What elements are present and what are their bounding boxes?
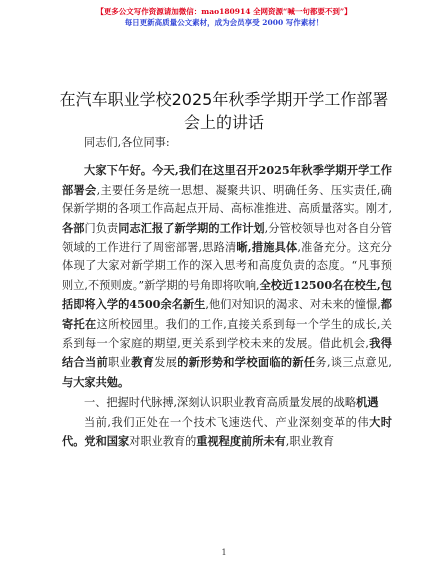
salutation: 同志们,各位同事: — [84, 136, 170, 149]
text-run: 职业 — [108, 356, 132, 370]
text-run: 的新形势和学校面临的新任 — [177, 355, 316, 370]
section-heading-1-text: 一、把握时代脉搏,深刻认识职业教育高质量发展的战略 — [84, 396, 357, 410]
page-number: 1 — [221, 548, 227, 557]
text-run: 门负责 — [84, 221, 119, 235]
text-run: 对职业教育的 — [129, 435, 197, 449]
text-run: 务,谈三点意见, — [315, 356, 392, 370]
text-run: 与大家共勉。 — [62, 374, 130, 389]
text-run: ,准备充分。这充分体现了大家对新学期工作的深入思考和高度负责的态度。“凡事预则立,不预则废。”新学期的号角即将吹响, — [62, 241, 392, 292]
text-run: 同志汇报了新学期的工作计划 — [118, 220, 265, 235]
text-run: 重视程度前所未有 — [196, 434, 286, 449]
text-run: ,他们对知识的渴求、对未来的憧憬, — [205, 298, 381, 312]
promo-banner-line1: 【更多公文写作资源请加微信：mao180914 全网资源“喊一句都要不到”】 — [96, 7, 352, 16]
text-run: 各部 — [62, 220, 85, 235]
section-heading-1-tail: 机遇 — [356, 395, 379, 410]
paragraph-section-1 — [62, 413, 392, 452]
text-run: 都寄托在 — [62, 297, 392, 331]
text-run: 大家下午好。今天,我们在这里召开2025年秋季学期开学工作部署会 — [62, 163, 392, 197]
text-run: ,分管校领导也对各自分管领域的工作进行了周密部署,思路清 — [62, 221, 392, 255]
text-run: ,职业教育 — [285, 435, 335, 449]
text-run: ,主要任务是统一思想、凝聚共识、明确任务、压实责任,确保新学期的各项工作高起点开局、高标准推进、高质量落实。刚才, — [62, 183, 392, 216]
text-run: 教育 — [131, 355, 155, 370]
text-run: 我得结合当前 — [62, 336, 392, 370]
text-run: 当前,我们正处在一个技术飞速迭代、产业深刻变革的伟 — [84, 415, 370, 429]
text-run: 这所校园里。我们的工作,直接关系到每一个学生的成长,关系到每一个家庭的期望,更关系到学校未来的发展。借此机会, — [62, 317, 392, 351]
text-run: 晰,措施具体 — [236, 240, 298, 255]
paragraph-opening — [62, 161, 392, 392]
section-heading-1 — [62, 393, 392, 412]
text-run: 发展 — [154, 356, 178, 370]
document-title: 在汽车职业学校2025年秋季学期开学工作部署会上的讲话 — [59, 90, 389, 132]
text-run: 全校近12500名在校生,包括即将入学的4500余名新生 — [62, 277, 392, 312]
text-run: 大时代。党和国家 — [62, 414, 392, 449]
document-body — [62, 134, 392, 452]
promo-banner — [40, 7, 408, 28]
promo-banner-line2: 每日更新高质量公文素材，成为会员享受 2000 写作素材！ — [124, 18, 324, 27]
